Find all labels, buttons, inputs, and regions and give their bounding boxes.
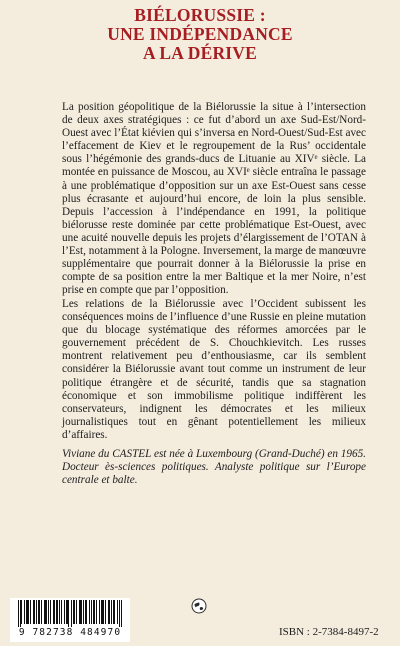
barcode-bar	[96, 600, 97, 624]
barcode-bar	[21, 600, 22, 624]
title-line-1: BIÉLORUSSIE :	[134, 5, 266, 25]
barcode-bar	[53, 600, 54, 624]
barcode-bar	[36, 600, 37, 624]
title-line-3: A LA DÉRIVE	[142, 43, 258, 63]
barcode-bar	[105, 600, 106, 624]
summary-paragraph-2	[62, 298, 366, 442]
barcode-bar	[33, 600, 34, 624]
barcode-bar	[94, 600, 95, 624]
barcode-bar	[66, 600, 67, 624]
barcode-bar	[34, 600, 35, 624]
title-line-2: UNE INDÉPENDANCE	[107, 24, 293, 44]
barcode-bar	[103, 600, 104, 624]
barcode-bar	[26, 600, 27, 624]
barcode	[10, 598, 130, 642]
barcode-bar	[45, 600, 46, 624]
barcode-bar	[117, 600, 118, 624]
barcode-bar	[54, 600, 55, 624]
barcode-bar	[85, 600, 86, 624]
barcode-bar	[83, 600, 84, 624]
barcode-bars	[18, 600, 122, 627]
barcode-bar	[91, 600, 92, 624]
barcode-bar	[86, 600, 87, 624]
barcode-bar	[121, 600, 122, 627]
barcode-bar	[102, 600, 103, 624]
barcode-bar	[48, 600, 49, 624]
barcode-bar	[101, 600, 102, 624]
barcode-bar	[61, 600, 62, 624]
barcode-digits: 9 782738 484970	[18, 627, 122, 638]
barcode-bar	[67, 600, 68, 624]
barcode-bar	[20, 600, 21, 627]
barcode-bar	[76, 600, 77, 624]
barcode-bar	[89, 600, 90, 624]
barcode-bar	[38, 600, 39, 624]
barcode-bar	[108, 600, 109, 624]
barcode-bar	[30, 600, 31, 624]
barcode-bar	[44, 600, 45, 624]
barcode-bar	[80, 600, 81, 624]
barcode-bar	[99, 600, 100, 624]
isbn-number: ISBN : 2-7384-8497-2	[279, 626, 379, 638]
barcode-bar	[59, 600, 60, 624]
barcode-bar	[109, 600, 110, 624]
author-bio-text: est née à Luxembourg (Grand-Duché) en 1965. Docteur ès-sciences politiques. Analyste politique sur l’Europe centrale et balte.	[62, 448, 366, 487]
barcode-bar	[74, 600, 75, 624]
barcode-bar	[18, 600, 19, 627]
book-title	[0, 6, 400, 63]
barcode-bar	[111, 600, 112, 624]
barcode-bar	[24, 600, 25, 624]
barcode-bar	[64, 600, 65, 624]
barcode-bar	[57, 600, 58, 624]
paragraph-text: La position géopolitique de la Biélorussie la situe à l’intersection de deux axes stratégiques : ce fut d’abord un axe Sud-Est/Nord-Ouest avec l’État kiévien qui s’inversa en Nord-Ouest/Sud-Est avec l’effacement de Kiev et le regroupement de la Rus’ occidentale sous l’hégémonie des grands-ducs de Lituanie au XIVᵉ siècle. La montée en puissance de Moscou, au XVIᵉ siècle entraîna le passage à une problématique d’opposition sur un axe Est-Ouest sans cesse plus écrasante et aujourd’hui encore, de loin la plus sensible. Depuis l’accession à l’indépendance en 1991, la politique biélorusse reste dominée par cette problématique Est-Ouest, avec une acuité nouvelle depuis les projets d’élargissement de l’OTAN à l’Est, notamment à la Pologne. Inversement, la marge de manœuvre supplémentaire que pourrait donner à la Biélorussie la prise en compte de sa position entre la mer Baltique et la mer Noire, n’est prise en compte que par l’opposition.	[62, 101, 366, 297]
globe-icon	[191, 598, 207, 614]
barcode-bar	[79, 600, 80, 624]
author-bio	[62, 448, 366, 487]
barcode-bar	[27, 600, 28, 624]
barcode-bar	[50, 600, 51, 624]
author-name: Viviane du CASTEL	[62, 448, 152, 460]
barcode-bar	[114, 600, 115, 624]
summary-paragraph-1	[62, 101, 366, 297]
paragraph-text: Les relations de la Biélorussie avec l’Occident subissent les conséquences moins de l’influence d’une Russie en pleine mutation que du blocage systématique des réformes amorcées par le gouvernement précédent de S. Chouchkievitch. Les russes montrent relativement peu d’enthousiasme, car ils semblent considérer la Biélorussie avant tout comme un instrument de leur politique étrangère et de sécurité, tandis que sa stagnation économique et son immobilisme politique indiffèrent les conservateurs, indignent les démocrates et les milieux journalistiques tout en gênant potentiellement les milieux d’affaires.	[62, 298, 366, 441]
barcode-bar	[68, 600, 69, 627]
barcode-bar	[39, 600, 40, 624]
barcode-bar	[71, 600, 72, 627]
barcode-bar	[56, 600, 57, 624]
barcode-bar	[113, 600, 114, 624]
barcode-bar	[46, 600, 47, 624]
barcode-bar	[41, 600, 42, 624]
barcode-bar	[119, 600, 120, 627]
barcode-bar	[73, 600, 74, 624]
barcode-bar	[93, 600, 94, 624]
barcode-bar	[81, 600, 82, 624]
barcode-bar	[28, 600, 29, 624]
